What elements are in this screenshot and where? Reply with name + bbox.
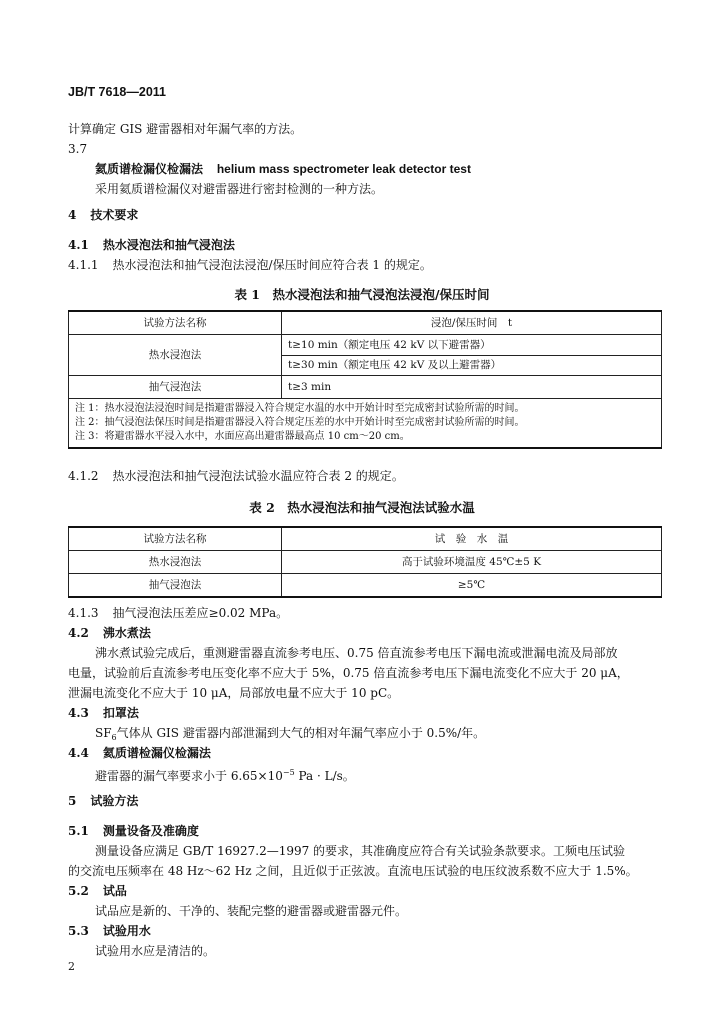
section-5-1-heading: 5.1 测量设备及准确度 xyxy=(68,824,199,838)
section-4-1-1: 4.1.1 热水浸泡法和抽气浸泡法浸泡/保压时间应符合表 1 的规定。 xyxy=(68,258,432,272)
section-4-4-text: 避雷器的漏气率要求小于 $6.65\times 10^{-5}$ Pa · L/s。 xyxy=(95,768,355,783)
table1-note-2: 注 2：抽气浸泡法保压时间是指避雷器浸入符合规定压差的水中开始计时至完成密封试验所需的时间。 xyxy=(75,417,525,428)
table2-header-temp: 试 验 水 温 xyxy=(282,527,662,551)
section-4-2-line: 沸水煮试验完成后，重测避雷器直流参考电压、0.75 倍直流参考电压下漏电流或泄漏电流及局部放 xyxy=(95,646,618,660)
table1-header-method: 试验方法名称 xyxy=(69,311,282,335)
table2-cell-method: 热水浸泡法 xyxy=(69,551,282,574)
table1-caption: 表 1 热水浸泡法和抽气浸泡法浸泡/保压时间 xyxy=(234,287,490,302)
table1-cell-time: t≥10 min（额定电压 42 kV 以下避雷器） xyxy=(282,335,662,356)
section-5-1-line: 测量设备应满足 GB/T 16927.2—1997 的要求，其准确度应符合有关试验条款要求。工频电压试验 xyxy=(95,844,626,858)
section-4-3-text: $SF_6$气体从 GIS 避雷器内部泄漏到大气的相对年漏气率应小于 0.5%/年。 xyxy=(95,726,486,742)
section-5-heading: 5 试验方法 xyxy=(68,794,139,808)
term-definition: 采用氦质谱检漏仪对避雷器进行密封检测的一种方法。 xyxy=(95,182,384,196)
section-4-1-heading: 4.1 热水浸泡法和抽气浸泡法 xyxy=(68,238,235,252)
section-4-2-line: 泄漏电流变化不应大于 10 μA，局部放电量不应大于 10 pC。 xyxy=(68,686,400,700)
section-4-3-heading: 4.3 扣罩法 xyxy=(68,706,139,720)
term-title-en: helium mass spectrometer leak detector test xyxy=(216,162,471,176)
section-4-2-line: 电量，试验前后直流参考电压变化率不应大于 5%，0.75 倍直流参考电压下漏电流变化不应大于 20 μA， xyxy=(68,666,629,680)
table1-cell-method: 热水浸泡法 xyxy=(69,335,282,376)
table1-cell-method: 抽气浸泡法 xyxy=(69,376,282,399)
table1-notes xyxy=(69,399,662,449)
table1-cell-time: t≥3 min xyxy=(282,376,662,399)
paragraph-gis-method: 计算确定 GIS 避雷器相对年漏气率的方法。 xyxy=(68,122,303,136)
table1 xyxy=(68,310,662,449)
section-5-2-text: 试品应是新的、干净的、装配完整的避雷器或避雷器元件。 xyxy=(95,904,408,918)
table1-note-3: 注 3：将避雷器水平浸入水中，水面应高出避雷器最高点 10 cm～20 cm。 xyxy=(75,431,410,442)
section-number-3-7: 3.7 xyxy=(68,142,88,156)
section-4-1-3: 4.1.3 抽气浸泡法压差应≥0.02 MPa。 xyxy=(68,606,289,620)
term-title-cn: 氦质谱检漏仪检漏法 xyxy=(95,162,204,176)
section-4-4-heading: 4.4 氦质谱检漏仪检漏法 xyxy=(68,746,211,760)
section-4-1-2: 4.1.2 热水浸泡法和抽气浸泡法试验水温应符合表 2 的规定。 xyxy=(68,469,404,483)
table2-cell-temp: ≥5℃ xyxy=(282,574,662,598)
section-5-2-heading: 5.2 试品 xyxy=(68,884,127,898)
table2 xyxy=(68,526,662,598)
section-5-3-heading: 5.3 试验用水 xyxy=(68,924,151,938)
section-5-1-line: 的交流电压频率在 48 Hz～62 Hz 之间，且近似于正弦波。直流电压试验的电压纹波系数不应大于 1.5%。 xyxy=(68,864,638,878)
page-number: 2 xyxy=(68,960,75,973)
table2-caption: 表 2 热水浸泡法和抽气浸泡法试验水温 xyxy=(249,500,475,515)
table1-header-time: 浸泡/保压时间 t xyxy=(282,311,662,335)
standard-number: JB/T 7618—2011 xyxy=(68,85,166,99)
table1-note-1: 注 1：热水浸泡法浸泡时间是指避雷器浸入符合规定水温的水中开始计时至完成密封试验所需的时间。 xyxy=(75,403,525,414)
table1-cell-time: t≥30 min（额定电压 42 kV 及以上避雷器） xyxy=(282,355,662,376)
table2-header-method: 试验方法名称 xyxy=(69,527,282,551)
table2-cell-method: 抽气浸泡法 xyxy=(69,574,282,598)
term-helium-test xyxy=(95,160,471,178)
section-4-heading: 4 技术要求 xyxy=(68,208,139,222)
section-5-3-text: 试验用水应是清洁的。 xyxy=(95,944,216,958)
section-4-2-heading: 4.2 沸水煮法 xyxy=(68,626,151,640)
table2-cell-temp: 高于试验环境温度 45℃±5 K xyxy=(282,551,662,574)
